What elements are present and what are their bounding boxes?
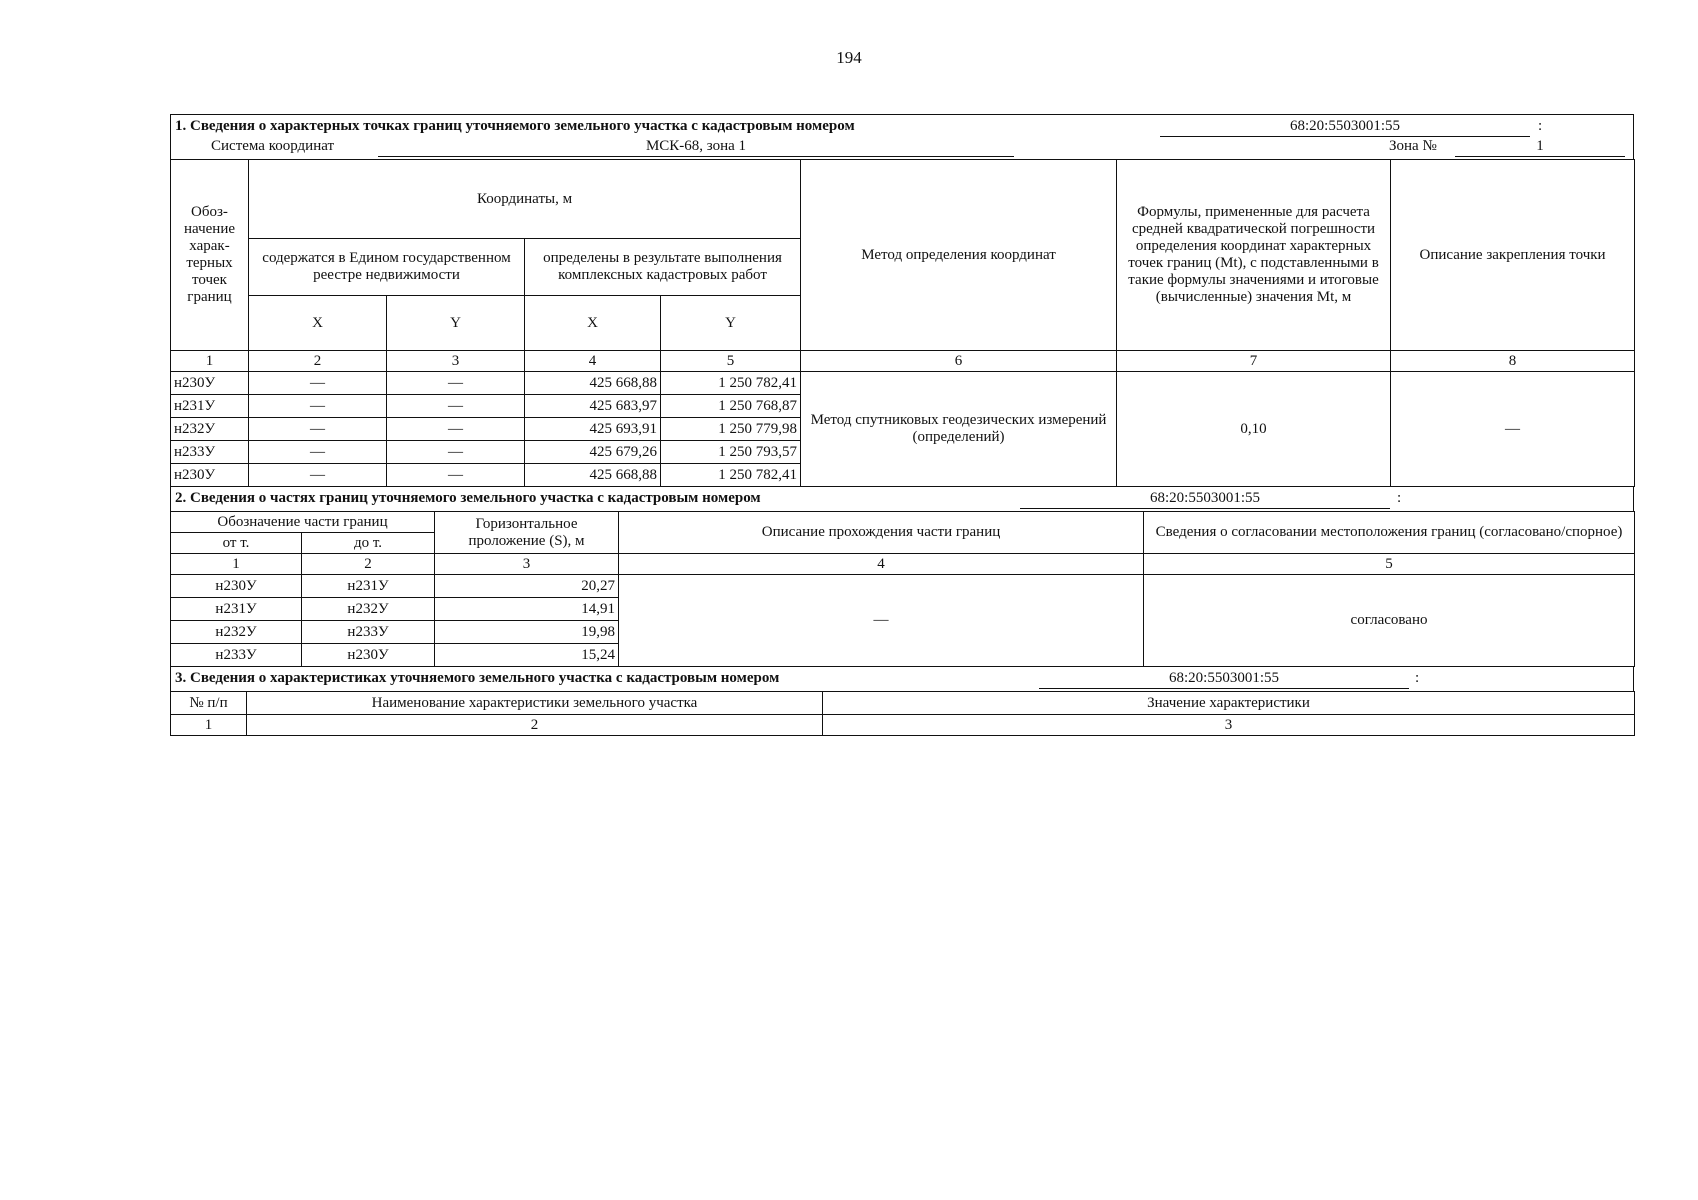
egrn-y: — <box>387 372 525 395</box>
coord-y: 1 250 779,98 <box>661 418 801 441</box>
col-number: 5 <box>661 351 801 372</box>
page-number: 194 <box>836 48 862 67</box>
section2-header <box>170 487 1634 511</box>
header-y2: Y <box>661 296 801 351</box>
header-designation: Обоз-начение харак-терных точек границ <box>171 160 249 351</box>
coord-x: 425 693,91 <box>525 418 661 441</box>
section1-kadastr-number: 68:20:5503001:55 <box>1160 117 1530 137</box>
col-number: 6 <box>801 351 1117 372</box>
header-fixing: Описание закрепления точки <box>1391 160 1635 351</box>
header-method: Метод определения координат <box>801 160 1117 351</box>
part-length: 19,98 <box>435 621 619 644</box>
header-determined: определены в результате выполнения комплексных кадастровых работ <box>525 239 801 296</box>
col-number: 3 <box>435 554 619 575</box>
mt-value: 0,10 <box>1117 372 1391 487</box>
part-length: 20,27 <box>435 575 619 598</box>
header-egrn: содержатся в Едином государственном реестре недвижимости <box>249 239 525 296</box>
egrn-y: — <box>387 395 525 418</box>
coord-y: 1 250 793,57 <box>661 441 801 464</box>
part-description: — <box>619 575 1144 667</box>
header-num: № п/п <box>171 692 247 715</box>
part-from: н232У <box>171 621 302 644</box>
coord-system-label: Система координат <box>211 138 335 154</box>
section2-title: 2. Сведения о частях границ уточняемого земельного участка с кадастровым номером <box>175 490 761 506</box>
zone-label: Зона № <box>1389 138 1437 154</box>
part-to: н231У <box>302 575 435 598</box>
part-length: 15,24 <box>435 644 619 667</box>
coord-x: 425 668,88 <box>525 372 661 395</box>
zone-value: 1 <box>1455 137 1625 157</box>
section3-colon: : <box>1415 670 1420 686</box>
header-length: Горизонтальное проложение (S), м <box>435 512 619 554</box>
col-number: 2 <box>249 351 387 372</box>
section2-kadastr-number: 68:20:5503001:55 <box>1020 489 1390 509</box>
method-value: Метод спутниковых геодезических измерений (определений) <box>801 372 1117 487</box>
header-y1: Y <box>387 296 525 351</box>
header-x2: X <box>525 296 661 351</box>
point-designation: н231У <box>171 395 249 418</box>
col-number: 1 <box>171 554 302 575</box>
section3-kadastr-number: 68:20:5503001:55 <box>1039 669 1409 689</box>
coord-system-value: МСК-68, зона 1 <box>378 137 1014 157</box>
coord-y: 1 250 768,87 <box>661 395 801 418</box>
coord-x: 425 668,88 <box>525 464 661 487</box>
part-from: н231У <box>171 598 302 621</box>
header-x1: X <box>249 296 387 351</box>
part-to: н233У <box>302 621 435 644</box>
part-from: н233У <box>171 644 302 667</box>
col-number: 4 <box>619 554 1144 575</box>
part-to: н230У <box>302 644 435 667</box>
section3-table <box>170 691 1635 736</box>
coord-y: 1 250 782,41 <box>661 464 801 487</box>
header-name: Наименование характеристики земельного участка <box>247 692 823 715</box>
egrn-x: — <box>249 372 387 395</box>
part-agreement: согласовано <box>1144 575 1635 667</box>
egrn-y: — <box>387 441 525 464</box>
point-designation: н233У <box>171 441 249 464</box>
section2-table <box>170 511 1635 667</box>
egrn-y: — <box>387 418 525 441</box>
egrn-x: — <box>249 418 387 441</box>
part-from: н230У <box>171 575 302 598</box>
col-number: 3 <box>387 351 525 372</box>
section2-colon: : <box>1397 490 1402 506</box>
header-agreement: Сведения о согласовании местоположения границ (согласовано/спорное) <box>1144 512 1635 554</box>
coord-x: 425 683,97 <box>525 395 661 418</box>
col-number: 3 <box>823 715 1635 736</box>
coord-y: 1 250 782,41 <box>661 372 801 395</box>
header-coordinates: Координаты, м <box>249 160 801 239</box>
fixing-value: — <box>1391 372 1635 487</box>
section1-table <box>170 159 1635 487</box>
header-description: Описание прохождения части границ <box>619 512 1144 554</box>
section3-header <box>170 667 1634 691</box>
header-value: Значение характеристики <box>823 692 1635 715</box>
coord-x: 425 679,26 <box>525 441 661 464</box>
table-row <box>171 372 1635 395</box>
section1-header <box>170 114 1634 159</box>
egrn-x: — <box>249 395 387 418</box>
col-number: 1 <box>171 715 247 736</box>
point-designation: н230У <box>171 372 249 395</box>
section1-colon: : <box>1538 118 1543 134</box>
header-from: от т. <box>171 533 302 554</box>
section3-title: 3. Сведения о характеристиках уточняемого земельного участка с кадастровым номером <box>175 670 780 686</box>
header-to: до т. <box>302 533 435 554</box>
egrn-x: — <box>249 464 387 487</box>
egrn-x: — <box>249 441 387 464</box>
col-number: 4 <box>525 351 661 372</box>
header-part: Обозначение части границ <box>171 512 435 533</box>
point-designation: н232У <box>171 418 249 441</box>
table-row <box>171 575 1635 598</box>
egrn-y: — <box>387 464 525 487</box>
section1-title: 1. Сведения о характерных точках границ уточняемого земельного участка с кадастровым номером <box>175 118 855 134</box>
col-number: 2 <box>247 715 823 736</box>
col-number: 1 <box>171 351 249 372</box>
point-designation: н230У <box>171 464 249 487</box>
col-number: 5 <box>1144 554 1635 575</box>
header-formulas: Формулы, примененные для расчета средней квадратической погрешности определения координат характерных точек границ (Mt), с подставленными в такие формулы значениями и итоговые (вычисленные) значения Mt, м <box>1117 160 1391 351</box>
part-to: н232У <box>302 598 435 621</box>
col-number: 7 <box>1117 351 1391 372</box>
document-body <box>170 114 1634 736</box>
part-length: 14,91 <box>435 598 619 621</box>
col-number: 2 <box>302 554 435 575</box>
col-number: 8 <box>1391 351 1635 372</box>
